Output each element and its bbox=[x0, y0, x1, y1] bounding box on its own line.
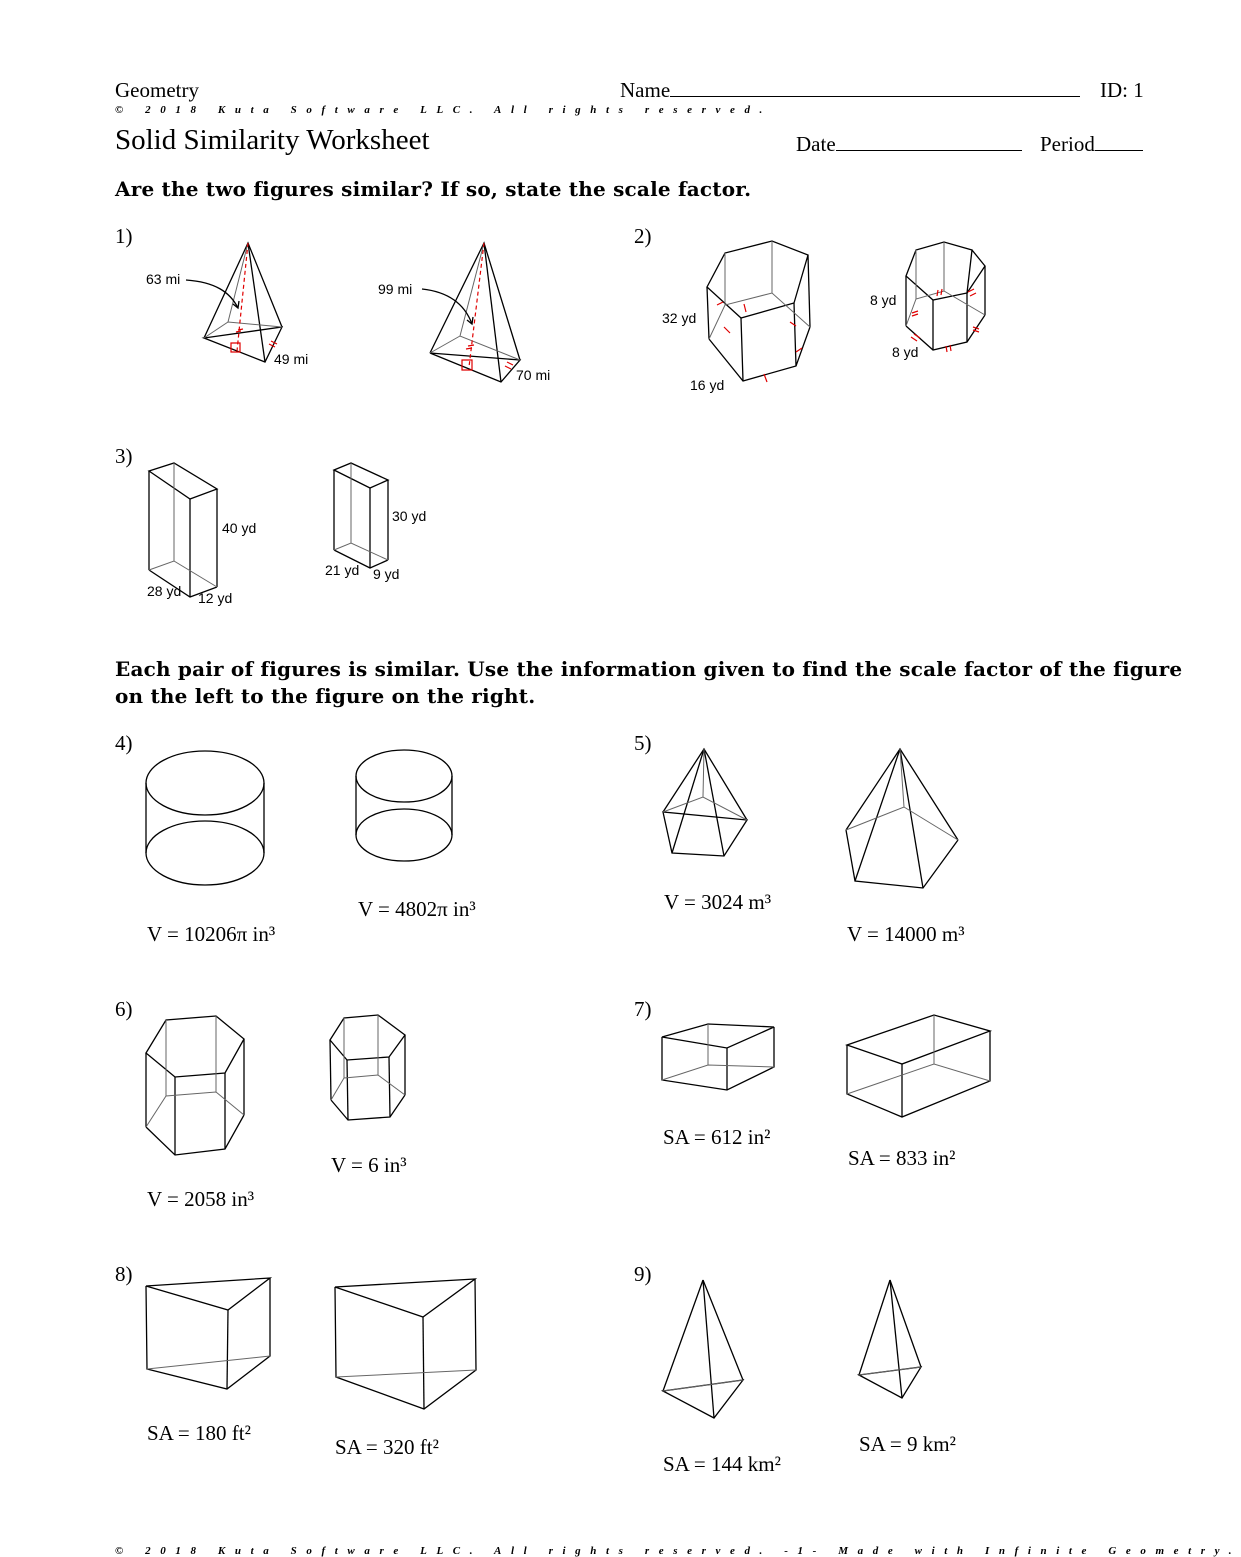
pyramid-figure bbox=[422, 243, 520, 382]
triangular-pyramid-figure bbox=[859, 1280, 921, 1398]
dimension-label: 28 yd bbox=[147, 583, 182, 599]
triangular-prism-figure bbox=[146, 1278, 270, 1389]
dimension-label: 40 yd bbox=[222, 520, 257, 536]
dimension-label: 12 yd bbox=[198, 590, 233, 606]
measurement-label: V = 14000 m³ bbox=[847, 922, 965, 946]
dimension-label: 21 yd bbox=[325, 562, 360, 578]
dimension-label: 49 mi bbox=[274, 351, 309, 367]
problem-number: 5) bbox=[634, 731, 652, 755]
measurement-label: SA = 180 ft² bbox=[147, 1421, 251, 1445]
measurement-label: V = 6 in³ bbox=[331, 1153, 407, 1177]
dimension-label: 70 mi bbox=[516, 367, 551, 383]
problem-number: 7) bbox=[634, 997, 652, 1021]
dimension-label: 32 yd bbox=[662, 310, 697, 326]
measurement-label: SA = 9 km² bbox=[859, 1432, 956, 1456]
rectangular-prism-figure bbox=[334, 463, 388, 568]
rectangular-prism-figure bbox=[847, 1015, 990, 1117]
measurement-label: V = 3024 m³ bbox=[664, 890, 772, 914]
section2-instruction-line1: Each pair of figures is similar. Use the information given to find the scale factor of the figure bbox=[115, 657, 1183, 681]
problem-number: 8) bbox=[115, 1262, 133, 1286]
measurement-label: V = 2058 in³ bbox=[147, 1187, 255, 1211]
dimension-label: 30 yd bbox=[392, 508, 427, 524]
dimension-label: 63 mi bbox=[146, 271, 181, 287]
problem-number: 3) bbox=[115, 444, 133, 468]
name-label: Name bbox=[620, 78, 671, 102]
made-with-note: Made with Infinite Geometry. bbox=[838, 1545, 1241, 1557]
period-label: Period bbox=[1040, 132, 1095, 156]
hexagonal-prism-figure bbox=[330, 1015, 405, 1120]
triangular-prism-figure bbox=[335, 1279, 476, 1409]
cylinder-figure bbox=[146, 751, 264, 885]
measurement-label: V = 4802π in³ bbox=[358, 897, 476, 921]
rectangular-prism-figure bbox=[149, 463, 217, 597]
hexagonal-prism-figure bbox=[906, 242, 985, 352]
copyright-top: © 2018 Kuta Software LLC. All rights reserved. bbox=[115, 104, 772, 116]
measurement-label: V = 10206π in³ bbox=[147, 922, 276, 946]
measurement-label: SA = 144 km² bbox=[663, 1452, 781, 1476]
pentagonal-pyramid-figure bbox=[663, 749, 747, 856]
hexagonal-prism-figure bbox=[146, 1016, 244, 1155]
cylinder-figure bbox=[356, 750, 452, 861]
course-name: Geometry bbox=[115, 78, 199, 102]
date-label: Date bbox=[796, 132, 836, 156]
problem-number: 2) bbox=[634, 224, 652, 248]
triangular-pyramid-figure bbox=[663, 1280, 743, 1418]
problem-number: 6) bbox=[115, 997, 133, 1021]
id-value: 1 bbox=[1133, 78, 1144, 102]
section1-instruction: Are the two figures similar? If so, state the scale factor. bbox=[115, 177, 752, 201]
dimension-label: 8 yd bbox=[892, 344, 919, 360]
problem-number: 1) bbox=[115, 224, 133, 248]
rectangular-prism-figure bbox=[662, 1024, 774, 1090]
dimension-label: 8 yd bbox=[870, 292, 897, 308]
measurement-label: SA = 833 in² bbox=[848, 1146, 956, 1170]
section2-instruction-line2: on the left to the figure on the right. bbox=[115, 684, 536, 708]
problem-number: 9) bbox=[634, 1262, 652, 1286]
measurement-label: SA = 320 ft² bbox=[335, 1435, 439, 1459]
pyramid-figure bbox=[186, 243, 282, 362]
worksheet-title: Solid Similarity Worksheet bbox=[115, 124, 430, 156]
copyright-bottom: © 2018 Kuta Software LLC. All rights reserved. bbox=[115, 1545, 772, 1557]
id-label: ID: bbox=[1100, 78, 1128, 102]
measurement-label: SA = 612 in² bbox=[663, 1125, 771, 1149]
problem-number: 4) bbox=[115, 731, 133, 755]
hexagonal-prism-figure bbox=[707, 241, 810, 382]
dimension-label: 99 mi bbox=[378, 281, 413, 297]
dimension-label: 16 yd bbox=[690, 377, 725, 393]
footer bbox=[115, 1545, 1241, 1557]
pentagonal-pyramid-figure bbox=[846, 749, 958, 888]
page-number: -1- bbox=[784, 1545, 826, 1557]
dimension-label: 9 yd bbox=[373, 566, 400, 582]
